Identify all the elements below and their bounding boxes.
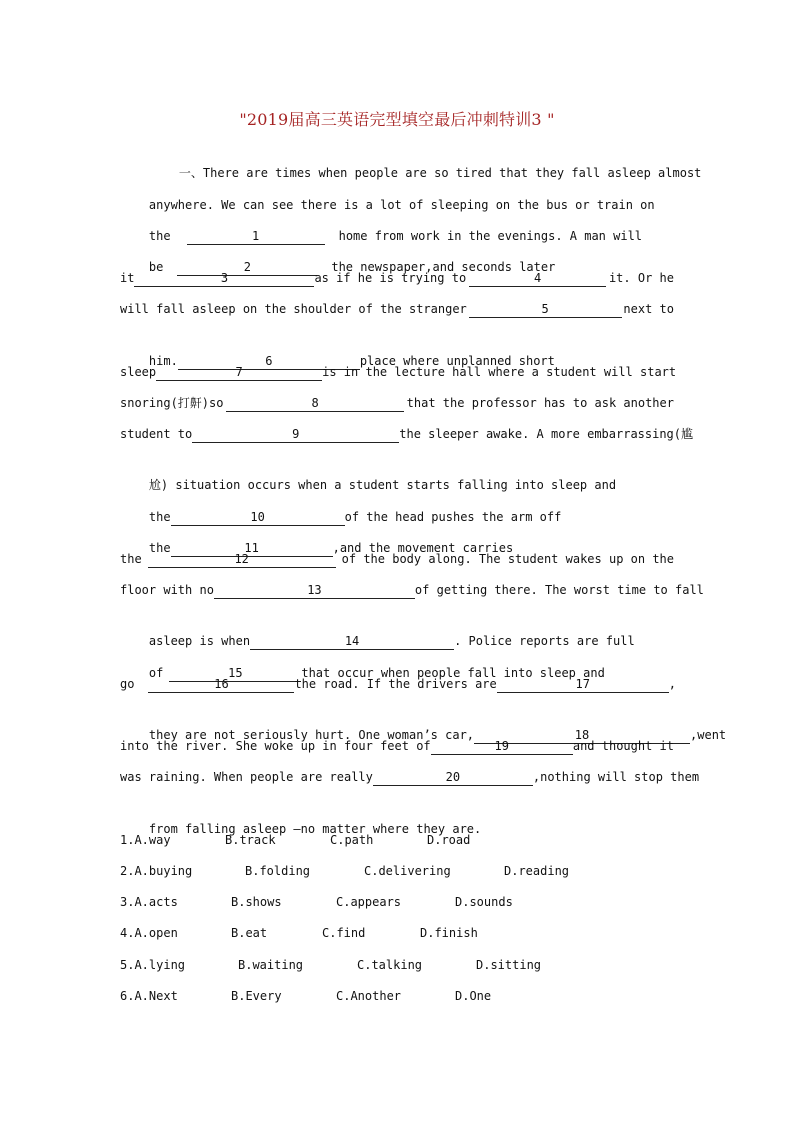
passage-text: ,nothing will stop them bbox=[532, 770, 700, 784]
blank-number: 13 bbox=[307, 583, 322, 597]
option-c[interactable]: C.talking bbox=[357, 958, 423, 972]
passage-line bbox=[120, 331, 674, 368]
passage-text: of the head pushes the arm off bbox=[344, 510, 562, 524]
blank-number: 6 bbox=[265, 354, 273, 368]
option-a[interactable]: 5.A.lying bbox=[120, 958, 186, 972]
passage-text: be bbox=[148, 260, 164, 274]
passage-line bbox=[120, 175, 674, 212]
passage-text: place where unplanned short bbox=[359, 354, 555, 368]
blank-number: 20 bbox=[445, 770, 461, 784]
blank-number: 11 bbox=[244, 541, 259, 555]
blank-number: 14 bbox=[344, 634, 360, 648]
passage-line bbox=[120, 799, 674, 836]
blank-9[interactable] bbox=[192, 427, 399, 443]
blank-13[interactable] bbox=[214, 583, 415, 599]
blank-number: 15 bbox=[228, 666, 243, 680]
passage-line bbox=[120, 143, 702, 180]
option-d[interactable]: D.One bbox=[455, 989, 492, 1003]
passage-text: the bbox=[148, 229, 171, 243]
option-d[interactable]: D.sounds bbox=[455, 895, 513, 909]
blank-number: 4 bbox=[533, 271, 542, 285]
question-options-1 bbox=[120, 830, 471, 850]
passage-line bbox=[120, 674, 674, 694]
passage-text: the bbox=[120, 552, 142, 566]
passage-text: the road. If the drivers are bbox=[294, 677, 497, 691]
option-c[interactable]: C.path bbox=[330, 833, 374, 847]
blank-number: 18 bbox=[574, 728, 590, 742]
passage-line bbox=[120, 268, 674, 288]
blank-number: 1 bbox=[251, 229, 260, 243]
passage-line bbox=[120, 299, 674, 319]
option-a[interactable]: 6.A.Next bbox=[120, 989, 178, 1003]
option-c[interactable]: C.Another bbox=[336, 989, 402, 1003]
question-options-4 bbox=[120, 923, 478, 943]
option-d[interactable]: D.reading bbox=[504, 864, 570, 878]
option-c[interactable]: C.find bbox=[322, 926, 366, 940]
passage-line bbox=[120, 736, 674, 756]
passage-line bbox=[120, 487, 674, 524]
option-b[interactable]: B.waiting bbox=[238, 958, 304, 972]
passage-line bbox=[120, 767, 700, 787]
passage-text: 一、There are times when people are so tired that they fall asleep almost bbox=[178, 166, 702, 180]
option-a[interactable]: 4.A.open bbox=[120, 926, 178, 940]
passage-line bbox=[120, 549, 674, 569]
passage-text: him. bbox=[148, 354, 178, 368]
passage-line bbox=[120, 518, 674, 555]
blank-number: 2 bbox=[243, 260, 251, 274]
passage-line bbox=[120, 393, 674, 413]
passage-text: ,and the movement carries bbox=[332, 541, 514, 555]
option-a[interactable]: 2.A.buying bbox=[120, 864, 193, 878]
passage-line bbox=[120, 611, 674, 648]
passage-text: it bbox=[120, 271, 135, 285]
blank-3[interactable] bbox=[134, 271, 314, 287]
passage-text: and thought it bbox=[572, 739, 674, 753]
passage-text: of the body along. The student wakes up on the bbox=[341, 552, 674, 566]
passage-text: into the river. She woke up in four feet of bbox=[120, 739, 431, 753]
passage-text: was raining. When people are really bbox=[120, 770, 373, 784]
passage-text: will fall asleep on the shoulder of the stranger bbox=[120, 302, 467, 316]
passage-line bbox=[120, 424, 694, 444]
passage-line bbox=[120, 705, 727, 742]
passage-text: next to bbox=[623, 302, 674, 316]
option-a[interactable]: 1.A.way bbox=[120, 833, 171, 847]
passage-text: from falling asleep —no matter where they are. bbox=[148, 822, 482, 836]
blank-number: 12 bbox=[234, 552, 249, 566]
blank-number: 3 bbox=[220, 271, 229, 285]
passage-line bbox=[120, 643, 674, 680]
passage-text: the bbox=[148, 510, 171, 524]
passage-text: snoring(打鼾)so bbox=[120, 396, 224, 410]
question-options-3 bbox=[120, 892, 513, 912]
passage-text: the sleeper awake. A more embarrassing(尴 bbox=[399, 427, 694, 441]
passage-text: ,went bbox=[690, 728, 727, 742]
blank-number: 8 bbox=[311, 396, 319, 410]
passage-text: that the professor has to ask another bbox=[406, 396, 674, 410]
blank-number: 9 bbox=[292, 427, 300, 441]
blank-12[interactable] bbox=[148, 552, 336, 568]
option-b[interactable]: B.track bbox=[225, 833, 276, 847]
passage-text: . Police reports are full bbox=[454, 634, 635, 648]
passage-text: the bbox=[148, 541, 171, 555]
passage-line bbox=[120, 362, 677, 382]
blank-number: 17 bbox=[575, 677, 590, 691]
passage-line bbox=[120, 455, 674, 492]
question-options-2 bbox=[120, 861, 570, 881]
passage-text: anywhere. We can see there is a lot of sleeping on the bus or train on bbox=[148, 198, 655, 212]
blank-number: 16 bbox=[214, 677, 229, 691]
passage-text: floor with no bbox=[120, 583, 214, 597]
option-b[interactable]: B.eat bbox=[231, 926, 268, 940]
blank-8[interactable] bbox=[226, 396, 404, 412]
blank-7[interactable] bbox=[156, 365, 322, 381]
passage-text: it. Or he bbox=[608, 271, 674, 285]
blank-16[interactable] bbox=[148, 677, 294, 693]
passage-line bbox=[120, 206, 674, 243]
option-c[interactable]: C.delivering bbox=[364, 864, 451, 878]
passage-text: is in the lecture hall where a student will start bbox=[322, 365, 677, 379]
option-a[interactable]: 3.A.acts bbox=[120, 895, 178, 909]
option-b[interactable]: B.Every bbox=[231, 989, 282, 1003]
passage-text: sleep bbox=[120, 365, 157, 379]
passage-text: that occur when people fall into sleep and bbox=[301, 666, 605, 680]
blank-number: 10 bbox=[250, 510, 265, 524]
option-d[interactable]: D.sitting bbox=[476, 958, 542, 972]
passage-line bbox=[120, 237, 674, 274]
option-d[interactable]: D.road bbox=[427, 833, 471, 847]
option-b[interactable]: B.folding bbox=[245, 864, 311, 878]
passage-text: asleep is when bbox=[148, 634, 251, 648]
question-options-6 bbox=[120, 986, 492, 1006]
passage-text: home from work in the evenings. A man will bbox=[338, 229, 643, 243]
blank-4[interactable] bbox=[469, 271, 606, 287]
blank-19[interactable] bbox=[431, 739, 573, 755]
passage-text: they are not seriously hurt. One woman’s car, bbox=[148, 728, 475, 742]
question-options-5 bbox=[120, 955, 542, 975]
document-title: "2019届高三英语完型填空最后冲刺特训3 " bbox=[239, 110, 555, 129]
passage-line bbox=[120, 580, 704, 600]
blank-number: 5 bbox=[541, 302, 549, 316]
option-b[interactable]: B.shows bbox=[231, 895, 282, 909]
blank-5[interactable] bbox=[469, 302, 622, 318]
passage-text: the newspaper,and seconds later bbox=[331, 260, 556, 274]
passage-text: 尬) situation occurs when a student starts falling into sleep and bbox=[148, 478, 617, 492]
passage-text: go bbox=[120, 677, 135, 691]
passage-text: of bbox=[148, 666, 164, 680]
passage-text: , bbox=[668, 677, 676, 691]
option-d[interactable]: D.finish bbox=[420, 926, 478, 940]
blank-20[interactable] bbox=[373, 770, 533, 786]
blank-number: 19 bbox=[494, 739, 509, 753]
passage-text: student to bbox=[120, 427, 193, 441]
passage-text: as if he is trying to bbox=[314, 271, 467, 285]
blank-number: 7 bbox=[235, 365, 243, 379]
option-c[interactable]: C.appears bbox=[336, 895, 402, 909]
blank-17[interactable] bbox=[497, 677, 669, 693]
passage-text: of getting there. The worst time to fall bbox=[414, 583, 704, 597]
